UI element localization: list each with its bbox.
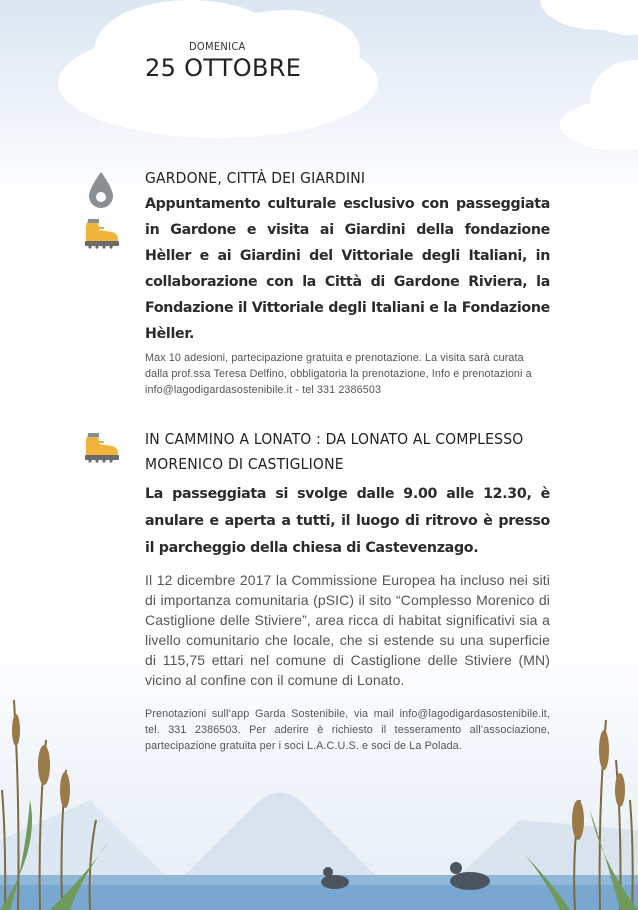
lake-scenery-illustration xyxy=(0,680,638,910)
event-gardone xyxy=(145,166,550,398)
event-title: IN CAMMINO A LONATO : DA LONATO AL COMPLESSO MORENICO DI CASTIGLIONE xyxy=(145,430,524,473)
day-label: DOMENICA xyxy=(189,40,246,53)
event-body: Il 12 dicembre 2017 la Commissione Europea ha incluso nei siti di importanza comunitaria (pSIC) il sito “Complesso Morenico di Castiglione delle Stiviere”, area ricca di habitat significativi sia a livello comunitario che locale, che si estende su una superficie di 115,75 ettari nel comune di Castiglione delle Stiviere (MN) vicino al confine con il comune di Lonato. xyxy=(145,572,550,688)
event-lead: La passeggiata si svolge dalle 9.00 alle 12.30, è anulare e aperta a tutti, il luogo di ritrovo è presso il parcheggio della chiesa di Castevenzago. xyxy=(145,486,550,556)
water-drop-icon xyxy=(86,170,116,210)
date-label: 25 OTTOBRE xyxy=(145,54,302,82)
event-title: GARDONE, CITTÀ DEI GIARDINI xyxy=(145,169,366,187)
hiking-boot-icon xyxy=(82,430,120,464)
date-header xyxy=(145,40,301,82)
event-lead: Appuntamento culturale esclusivo con passeggiata in Gardone e visita ai Giardini della fondazione Hèller e ai Giardini del Vittoriale degli Italiani, in collaborazione con la Città di Gardone Riviera, la Fondazione il Vittoriale degli Italiani e la Fondazione Hèller. xyxy=(145,196,550,342)
event-note: Prenotazioni sull’app Garda Sostenibile, via mail info@lagodigardasostenibile.it, tel. 331 2386503. Per aderire è richiesto il tesseramento all’associazione, partecipazione gratuita per i soci L.A.C.U.S. e soci de La Polada. xyxy=(145,708,550,752)
event-note: Max 10 adesioni, partecipazione gratuita e prenotazione. La visita sarà curata dalla prof.ssa Teresa Delfino, obbligatoria la prenotazione, Info e prenotazioni a info@lagodigardasostenibile.it - tel 331 2386503 xyxy=(145,352,532,396)
hiking-boot-icon xyxy=(82,216,120,250)
